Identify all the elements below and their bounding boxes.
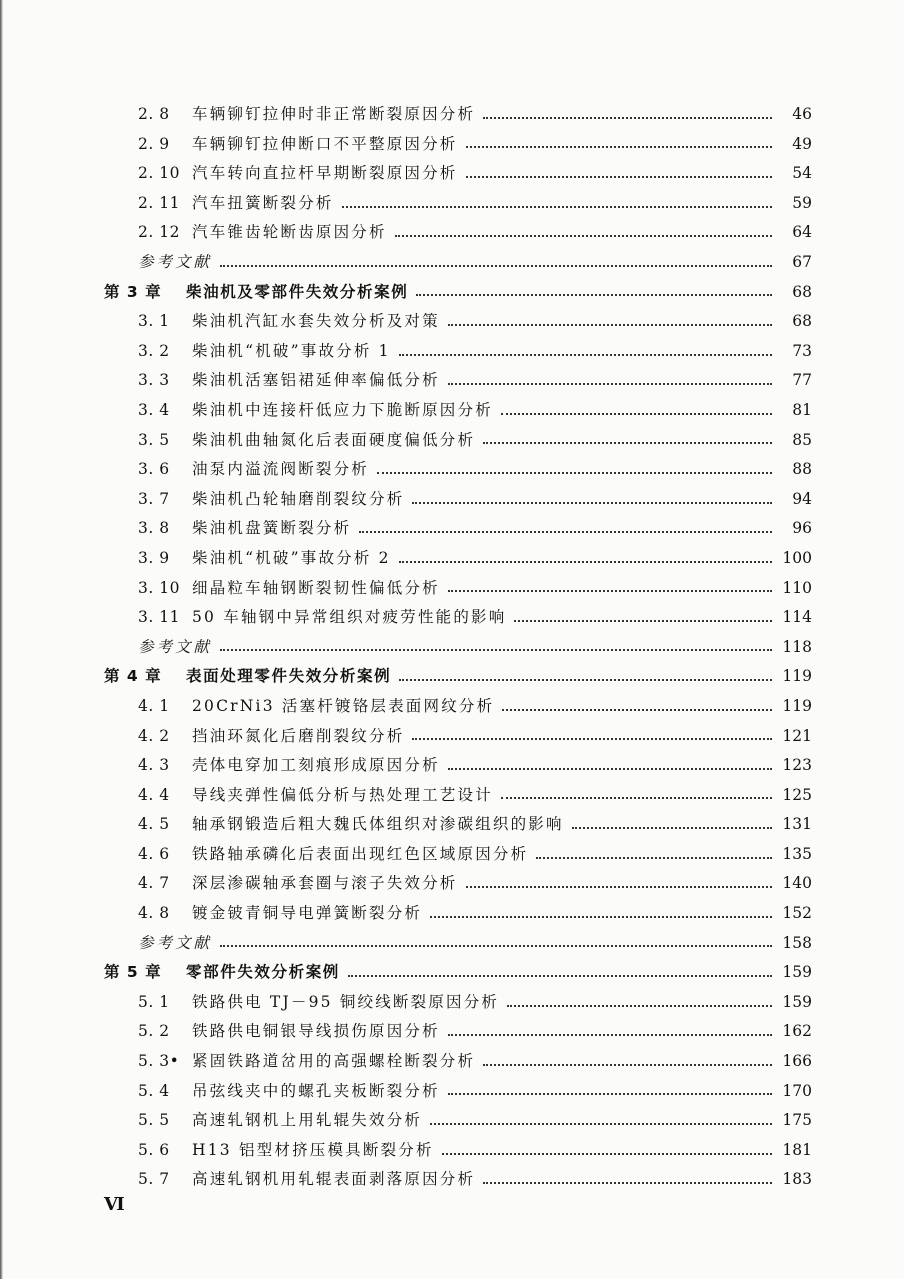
toc-section-row[interactable] <box>0 751 904 781</box>
toc-section-row[interactable] <box>0 781 904 811</box>
dot-leader <box>442 1153 772 1155</box>
entry-number: 3. 4 <box>138 400 170 419</box>
entry-page-number: 131 <box>782 815 812 834</box>
entry-number: 4. 1 <box>138 696 170 715</box>
dot-leader <box>359 531 772 533</box>
entry-number: 5. 7 <box>138 1170 170 1189</box>
dot-leader <box>507 1005 772 1007</box>
entry-page-number: 125 <box>782 785 812 804</box>
entry-number: 4. 8 <box>138 904 170 923</box>
entry-title: 柴油机“机破”事故分析 1 <box>192 341 391 360</box>
dot-leader <box>412 502 772 504</box>
entry-page-number: 162 <box>782 1022 812 1041</box>
entry-page-number: 119 <box>782 696 812 715</box>
entry-title: H13 铝型材挤压模具断裂分析 <box>192 1140 434 1159</box>
entry-page-number: 46 <box>792 105 812 124</box>
dot-leader <box>502 709 772 711</box>
dot-leader <box>448 1034 772 1036</box>
toc-section-row[interactable] <box>0 988 904 1018</box>
toc-section-row[interactable] <box>0 840 904 870</box>
dot-leader <box>536 857 772 859</box>
entry-number: 第 5 章 <box>104 963 162 982</box>
entry-page-number: 152 <box>782 904 812 923</box>
entry-title: 吊弦线夹中的螺孔夹板断裂分析 <box>192 1081 440 1100</box>
entry-page-number: 135 <box>782 844 812 863</box>
toc-section-row[interactable] <box>0 899 904 929</box>
entry-title: 柴油机“机破”事故分析 2 <box>192 548 391 567</box>
entry-number: 2. 12 <box>138 223 180 242</box>
entry-title: 车辆铆钉拉伸断口不平整原因分析 <box>192 134 458 153</box>
entry-number: 4. 4 <box>138 785 170 804</box>
entry-page-number: 94 <box>792 489 812 508</box>
entry-number: 3. 9 <box>138 548 170 567</box>
toc-chapter-row[interactable] <box>0 278 904 308</box>
entry-page-number: 170 <box>782 1081 812 1100</box>
entry-number: 5. 3• <box>138 1052 180 1071</box>
entry-title: 柴油机及零部件失效分析案例 <box>186 282 409 301</box>
entry-page-number: 49 <box>792 134 812 153</box>
page-number-footer: Ⅵ <box>104 1194 126 1215</box>
entry-title: 铁路供电铜银导线损伤原因分析 <box>192 1022 440 1041</box>
entry-title: 导线夹弹性偏低分析与热处理工艺设计 <box>192 785 493 804</box>
dot-leader <box>448 383 772 385</box>
entry-number: 5. 5 <box>138 1111 170 1130</box>
toc-section-row[interactable] <box>0 1047 904 1077</box>
entry-page-number: 114 <box>782 608 812 627</box>
toc-section-row[interactable] <box>0 810 904 840</box>
dot-leader <box>514 620 772 622</box>
dot-leader <box>399 561 772 563</box>
dot-leader <box>466 176 772 178</box>
entry-number: 4. 5 <box>138 815 170 834</box>
entry-number: 3. 1 <box>138 312 170 331</box>
dot-leader <box>572 827 772 829</box>
dot-leader <box>220 265 772 267</box>
toc-references-row[interactable] <box>0 633 904 663</box>
entry-title: 20CrNi3 活塞杆镀铬层表面网纹分析 <box>192 696 495 715</box>
entry-number: 5. 2 <box>138 1022 170 1041</box>
entry-page-number: 67 <box>792 253 812 272</box>
entry-title: 柴油机汽缸水套失效分析及对策 <box>192 312 440 331</box>
entry-title: 柴油机曲轴氮化后表面硬度偏低分析 <box>192 430 476 449</box>
entry-page-number: 68 <box>792 282 812 301</box>
entry-page-number: 183 <box>782 1170 812 1189</box>
entry-title: 挡油环氮化后磨削裂纹分析 <box>192 726 405 745</box>
entry-page-number: 159 <box>782 992 812 1011</box>
entry-title: 紧固铁路道岔用的高强螺栓断裂分析 <box>192 1052 476 1071</box>
toc-section-row[interactable] <box>0 396 904 426</box>
entry-page-number: 123 <box>782 756 812 775</box>
dot-leader <box>448 590 772 592</box>
dot-leader <box>342 206 772 208</box>
entry-number: 5. 6 <box>138 1140 170 1159</box>
toc-section-row[interactable] <box>0 366 904 396</box>
entry-title: 汽车转向直拉杆早期断裂原因分析 <box>192 164 458 183</box>
entry-page-number: 119 <box>782 667 812 686</box>
entry-number: 2. 9 <box>138 134 170 153</box>
entry-title: 参考文献 <box>138 637 213 656</box>
entry-title: 汽车扭簧断裂分析 <box>192 193 334 212</box>
toc-section-row[interactable] <box>0 189 904 219</box>
toc-section-row[interactable] <box>0 426 904 456</box>
toc-section-row[interactable] <box>0 455 904 485</box>
dot-leader <box>430 1123 772 1125</box>
entry-number: 3. 8 <box>138 519 170 538</box>
dot-leader <box>348 975 772 977</box>
entry-page-number: 73 <box>792 341 812 360</box>
table-of-contents <box>0 100 904 1195</box>
dot-leader <box>448 768 772 770</box>
entry-number: 2. 8 <box>138 105 170 124</box>
entry-number: 3. 3 <box>138 371 170 390</box>
toc-section-row[interactable] <box>0 603 904 633</box>
entry-title: 铁路轴承磷化后表面出现红色区域原因分析 <box>192 844 529 863</box>
entry-title: 深层渗碳轴承套圈与滚子失效分析 <box>192 874 458 893</box>
toc-references-row[interactable] <box>0 929 904 959</box>
entry-page-number: 175 <box>782 1111 812 1130</box>
dot-leader <box>416 294 772 296</box>
dot-leader <box>466 146 772 148</box>
entry-number: 第 3 章 <box>104 282 162 301</box>
entry-title: 高速轧钢机用轧辊表面剥落原因分析 <box>192 1170 476 1189</box>
dot-leader <box>501 413 772 415</box>
entry-page-number: 110 <box>782 578 812 597</box>
entry-number: 4. 3 <box>138 756 170 775</box>
entry-page-number: 64 <box>792 223 812 242</box>
toc-section-row[interactable] <box>0 1077 904 1107</box>
entry-title: 高速轧钢机上用轧辊失效分析 <box>192 1111 423 1130</box>
toc-section-row[interactable] <box>0 692 904 722</box>
entry-page-number: 140 <box>782 874 812 893</box>
dot-leader <box>501 797 772 799</box>
entry-title: 轴承钢锻造后粗大魏氏体组织对渗碳组织的影响 <box>192 815 564 834</box>
entry-number: 3. 2 <box>138 341 170 360</box>
entry-title: 参考文献 <box>138 933 213 952</box>
entry-number: 4. 6 <box>138 844 170 863</box>
dot-leader <box>483 1064 772 1066</box>
dot-leader <box>448 324 772 326</box>
toc-chapter-row[interactable] <box>0 662 904 692</box>
entry-title: 镀金铍青铜导电弹簧断裂分析 <box>192 904 423 923</box>
toc-section-row[interactable] <box>0 1165 904 1195</box>
entry-page-number: 59 <box>792 193 812 212</box>
entry-page-number: 81 <box>792 400 812 419</box>
dot-leader <box>483 1182 772 1184</box>
entry-page-number: 166 <box>782 1052 812 1071</box>
entry-page-number: 159 <box>782 963 812 982</box>
entry-title: 柴油机盘簧断裂分析 <box>192 519 352 538</box>
entry-number: 2. 10 <box>138 164 180 183</box>
dot-leader <box>430 916 772 918</box>
entry-title: 表面处理零件失效分析案例 <box>186 667 392 686</box>
entry-title: 车辆铆钉拉伸时非正常断裂原因分析 <box>192 105 476 124</box>
entry-page-number: 121 <box>782 726 812 745</box>
entry-number: 第 4 章 <box>104 667 162 686</box>
toc-references-row[interactable] <box>0 248 904 278</box>
dot-leader <box>220 649 772 651</box>
toc-section-row[interactable] <box>0 100 904 130</box>
toc-section-row[interactable] <box>0 307 904 337</box>
entry-title: 参考文献 <box>138 253 213 272</box>
entry-page-number: 88 <box>792 460 812 479</box>
toc-section-row[interactable] <box>0 1106 904 1136</box>
entry-title: 铁路供电 TJ－95 铜绞线断裂原因分析 <box>192 992 500 1011</box>
dot-leader <box>483 117 772 119</box>
entry-title: 汽车锥齿轮断齿原因分析 <box>192 223 387 242</box>
toc-section-row[interactable] <box>0 574 904 604</box>
entry-title: 50 车轴钢中异常组织对疲劳性能的影响 <box>192 608 507 627</box>
entry-page-number: 68 <box>792 312 812 331</box>
entry-title: 细晶粒车轴钢断裂韧性偏低分析 <box>192 578 440 597</box>
entry-title: 柴油机中连接杆低应力下脆断原因分析 <box>192 400 493 419</box>
dot-leader <box>377 472 772 474</box>
toc-section-row[interactable] <box>0 485 904 515</box>
entry-number: 3. 11 <box>138 608 180 627</box>
toc-chapter-row[interactable] <box>0 958 904 988</box>
entry-title: 零部件失效分析案例 <box>186 963 340 982</box>
entry-page-number: 54 <box>792 164 812 183</box>
toc-section-row[interactable] <box>0 218 904 248</box>
entry-page-number: 181 <box>782 1140 812 1159</box>
entry-page-number: 118 <box>782 637 812 656</box>
entry-title: 壳体电穿加工刻痕形成原因分析 <box>192 756 440 775</box>
entry-page-number: 96 <box>792 519 812 538</box>
toc-section-row[interactable] <box>0 1136 904 1166</box>
toc-section-row[interactable] <box>0 869 904 899</box>
entry-number: 4. 2 <box>138 726 170 745</box>
entry-number: 4. 7 <box>138 874 170 893</box>
toc-section-row[interactable] <box>0 721 904 751</box>
dot-leader <box>399 354 772 356</box>
dot-leader <box>220 945 772 947</box>
entry-title: 柴油机凸轮轴磨削裂纹分析 <box>192 489 405 508</box>
entry-number: 2. 11 <box>138 193 180 212</box>
entry-number: 3. 7 <box>138 489 170 508</box>
entry-page-number: 85 <box>792 430 812 449</box>
entry-title: 油泵内溢流阀断裂分析 <box>192 460 370 479</box>
dot-leader <box>412 738 772 740</box>
toc-section-row[interactable] <box>0 159 904 189</box>
entry-page-number: 100 <box>782 548 812 567</box>
entry-title: 柴油机活塞铝裙延伸率偏低分析 <box>192 371 440 390</box>
entry-number: 5. 4 <box>138 1081 170 1100</box>
dot-leader <box>448 1093 772 1095</box>
dot-leader <box>483 442 772 444</box>
entry-page-number: 158 <box>782 933 812 952</box>
entry-page-number: 77 <box>792 371 812 390</box>
dot-leader <box>466 886 772 888</box>
entry-number: 3. 5 <box>138 430 170 449</box>
toc-section-row[interactable] <box>0 544 904 574</box>
toc-section-row[interactable] <box>0 1017 904 1047</box>
entry-number: 3. 10 <box>138 578 180 597</box>
entry-number: 5. 1 <box>138 992 170 1011</box>
dot-leader <box>399 679 772 681</box>
toc-section-row[interactable] <box>0 514 904 544</box>
dot-leader <box>395 235 772 237</box>
entry-number: 3. 6 <box>138 460 170 479</box>
toc-section-row[interactable] <box>0 130 904 160</box>
toc-section-row[interactable] <box>0 337 904 367</box>
